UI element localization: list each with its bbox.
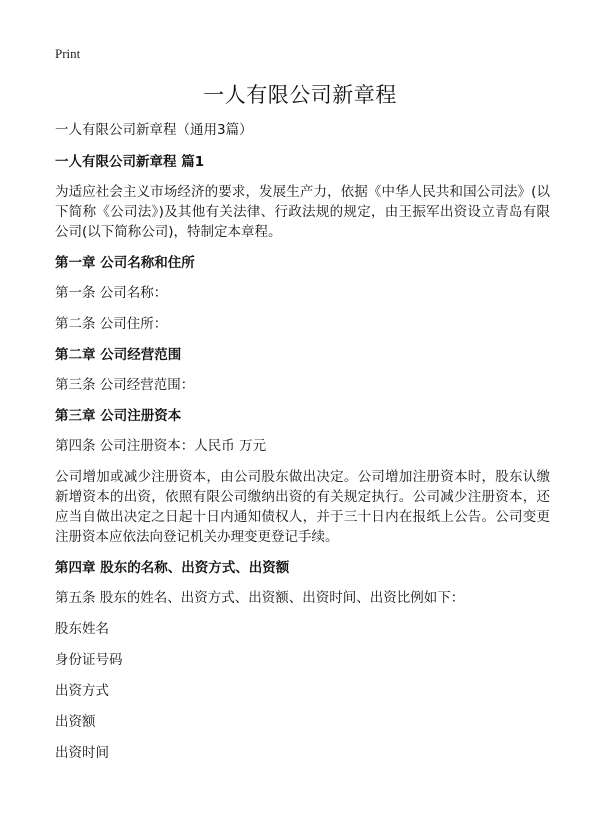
section-heading: 一人有限公司新章程 篇1 [55,154,205,170]
field-contribution-time: 出资时间 [55,745,109,761]
capital-change-paragraph: 公司增加或减少注册资本，由公司股东做出决定。公司增加注册资本时，股东认缴新增资本的出资，依照有限公司缴纳出资的有关规定执行。公司减少注册资本，还应当自做出决定之日起十日内通知债权人，并于三十日内在报纸上公告。公司变更注册资本应依法向登记机关办理变更登记手续。 [55,469,550,545]
chapter-4-heading: 第四章 股东的名称、出资方式、出资额 [55,560,290,576]
field-contribution-amount: 出资额 [55,714,96,730]
field-shareholder-name: 股东姓名 [55,621,109,637]
intro-paragraph: 为适应社会主义市场经济的要求，发展生产力，依据《中华人民共和国公司法》(以下简称《公司法》)及其他有关法律、行政法规的规定，由王振军出资设立青岛有限公司(以下简称公司)，特制定本章程。 [55,184,550,240]
field-id-number: 身份证号码 [55,652,123,668]
document-subtitle: 一人有限公司新章程（通用3篇） [55,122,253,138]
article-1: 第一条 公司名称： [55,285,168,301]
print-label[interactable]: Print [55,46,81,61]
article-4: 第四条 公司注册资本：人民币 万元 [55,438,267,454]
chapter-3-heading: 第三章 公司注册资本 [55,408,182,424]
chapter-1-heading: 第一章 公司名称和住所 [55,255,195,271]
article-2: 第二条 公司住所： [55,316,168,332]
chapter-2-heading: 第二章 公司经营范围 [55,347,182,363]
article-3: 第三条 公司经营范围： [55,377,195,393]
document-body [55,120,550,774]
field-contribution-method: 出资方式 [55,683,109,699]
document-title: 一人有限公司新章程 [203,83,397,107]
article-5: 第五条 股东的姓名、出资方式、出资额、出资时间、出资比例如下： [55,590,465,606]
